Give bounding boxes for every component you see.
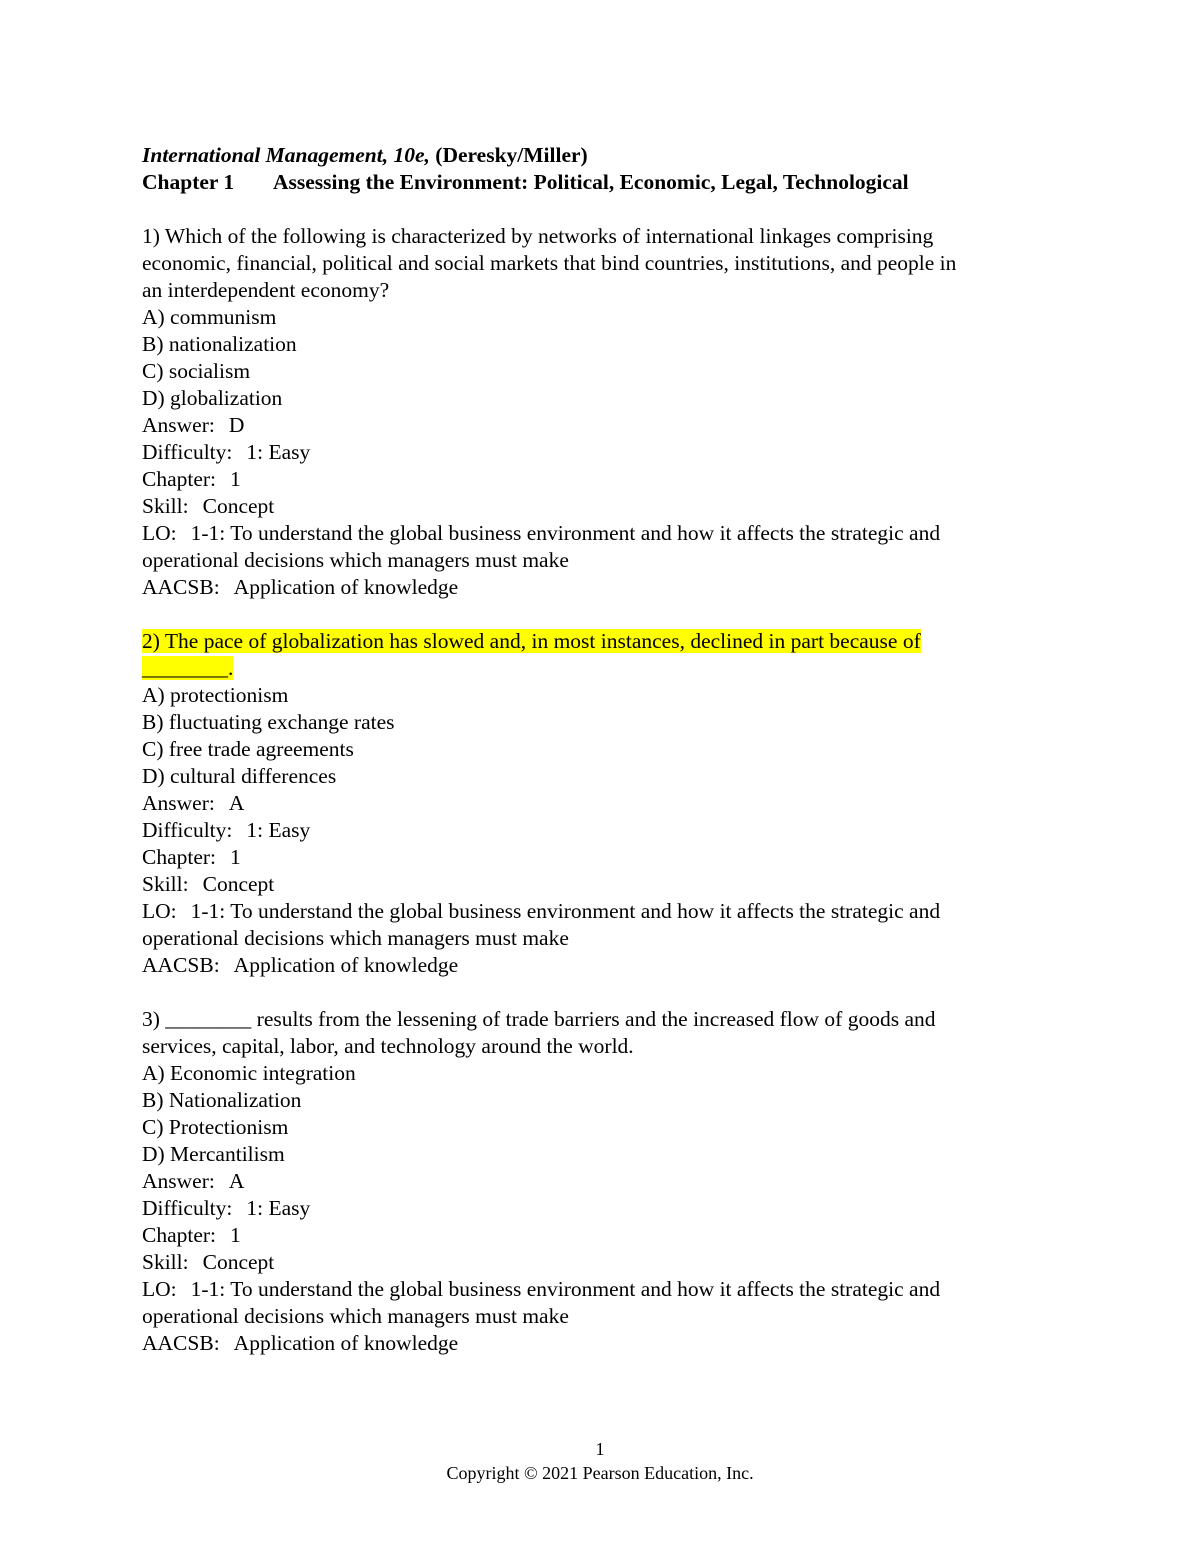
question-stem-line: an interdependent economy? xyxy=(142,278,390,302)
difficulty-row xyxy=(142,439,1062,466)
skill-label: Skill: xyxy=(142,872,189,896)
answer-option: D) globalization xyxy=(142,386,283,410)
question-stem-line: economic, financial, political and social markets that bind countries, institutions, and people in xyxy=(142,251,957,275)
answer-option: B) nationalization xyxy=(142,332,297,356)
aacsb-value: Application of knowledge xyxy=(233,953,459,977)
chapter-row xyxy=(142,1222,1062,1249)
aacsb-row xyxy=(142,952,1062,979)
skill-value: Concept xyxy=(202,1250,275,1274)
answer-label: Answer: xyxy=(142,791,215,815)
aacsb-value: Application of knowledge xyxy=(233,1331,459,1355)
skill-row xyxy=(142,871,1062,898)
copyright-notice: Copyright © 2021 Pearson Education, Inc. xyxy=(446,1463,754,1483)
answer-option: B) fluctuating exchange rates xyxy=(142,710,395,734)
lo-continuation: operational decisions which managers must make xyxy=(142,1304,569,1328)
skill-row xyxy=(142,493,1062,520)
lo-value: 1-1: To understand the global business environment and how it affects the strategic and xyxy=(190,521,941,545)
difficulty-value: 1: Easy xyxy=(246,440,311,464)
question-block xyxy=(142,628,1062,979)
lo-continuation: operational decisions which managers must make xyxy=(142,926,569,950)
question-stem-line: 3) ________ results from the lessening of trade barriers and the increased flow of goods and xyxy=(142,1007,936,1031)
book-header xyxy=(142,142,1062,169)
answer-label: Answer: xyxy=(142,413,215,437)
chapter-value: 1 xyxy=(230,467,241,491)
highlighted-text: ________. xyxy=(142,656,234,680)
answer-value: D xyxy=(228,413,245,437)
answer-option: A) communism xyxy=(142,305,277,329)
answer-option: A) protectionism xyxy=(142,683,289,707)
difficulty-label: Difficulty: xyxy=(142,1196,233,1220)
lo-label: LO: xyxy=(142,1277,177,1301)
answer-value: A xyxy=(228,1169,245,1193)
chapter-meta-label: Chapter: xyxy=(142,845,217,869)
skill-value: Concept xyxy=(202,872,275,896)
chapter-row xyxy=(142,466,1062,493)
difficulty-value: 1: Easy xyxy=(246,1196,311,1220)
answer-label: Answer: xyxy=(142,1169,215,1193)
answer-option: B) Nationalization xyxy=(142,1088,302,1112)
chapter-heading xyxy=(142,169,1062,196)
book-authors: (Deresky/Miller) xyxy=(429,143,588,167)
aacsb-row xyxy=(142,574,1062,601)
page-number: 1 xyxy=(595,1439,605,1459)
difficulty-row xyxy=(142,1195,1062,1222)
answer-option: C) Protectionism xyxy=(142,1115,289,1139)
lo-continuation: operational decisions which managers must make xyxy=(142,548,569,572)
skill-value: Concept xyxy=(202,494,275,518)
question-block xyxy=(142,223,1062,601)
difficulty-row xyxy=(142,817,1062,844)
chapter-row xyxy=(142,844,1062,871)
aacsb-label: AACSB: xyxy=(142,575,220,599)
answer-row xyxy=(142,1168,1062,1195)
lo-row xyxy=(142,898,1062,925)
answer-option: C) free trade agreements xyxy=(142,737,354,761)
spacer xyxy=(142,979,1062,1006)
chapter-meta-label: Chapter: xyxy=(142,467,217,491)
answer-option: A) Economic integration xyxy=(142,1061,356,1085)
difficulty-label: Difficulty: xyxy=(142,818,233,842)
question-stem-line xyxy=(142,628,1062,655)
aacsb-label: AACSB: xyxy=(142,953,220,977)
difficulty-label: Difficulty: xyxy=(142,440,233,464)
answer-option: C) socialism xyxy=(142,359,251,383)
spacer xyxy=(142,601,1062,628)
chapter-title: Assessing the Environment: Political, Economic, Legal, Technological xyxy=(273,170,909,194)
aacsb-label: AACSB: xyxy=(142,1331,220,1355)
page-content xyxy=(142,142,1062,1357)
lo-row xyxy=(142,1276,1062,1303)
lo-value: 1-1: To understand the global business environment and how it affects the strategic and xyxy=(190,1277,941,1301)
aacsb-value: Application of knowledge xyxy=(233,575,459,599)
spacer xyxy=(142,196,1062,223)
answer-row xyxy=(142,412,1062,439)
question-stem-line: 1) Which of the following is characterized by networks of international linkages comprising xyxy=(142,224,934,248)
answer-option: D) cultural differences xyxy=(142,764,337,788)
question-block xyxy=(142,1006,1062,1357)
chapter-meta-label: Chapter: xyxy=(142,1223,217,1247)
difficulty-value: 1: Easy xyxy=(246,818,311,842)
chapter-value: 1 xyxy=(230,845,241,869)
skill-label: Skill: xyxy=(142,1250,189,1274)
book-title: International Management, 10e, xyxy=(142,143,430,167)
skill-row xyxy=(142,1249,1062,1276)
highlighted-text: 2) The pace of globalization has slowed and, in most instances, declined in part because of xyxy=(142,629,921,653)
chapter-label: Chapter 1 xyxy=(142,170,235,194)
question-stem-line xyxy=(142,655,1062,682)
aacsb-row xyxy=(142,1330,1062,1357)
lo-label: LO: xyxy=(142,899,177,923)
question-stem-line: services, capital, labor, and technology around the world. xyxy=(142,1034,634,1058)
answer-value: A xyxy=(228,791,245,815)
lo-label: LO: xyxy=(142,521,177,545)
answer-option: D) Mercantilism xyxy=(142,1142,285,1166)
chapter-value: 1 xyxy=(230,1223,241,1247)
answer-row xyxy=(142,790,1062,817)
lo-row xyxy=(142,520,1062,547)
skill-label: Skill: xyxy=(142,494,189,518)
lo-value: 1-1: To understand the global business environment and how it affects the strategic and xyxy=(190,899,941,923)
